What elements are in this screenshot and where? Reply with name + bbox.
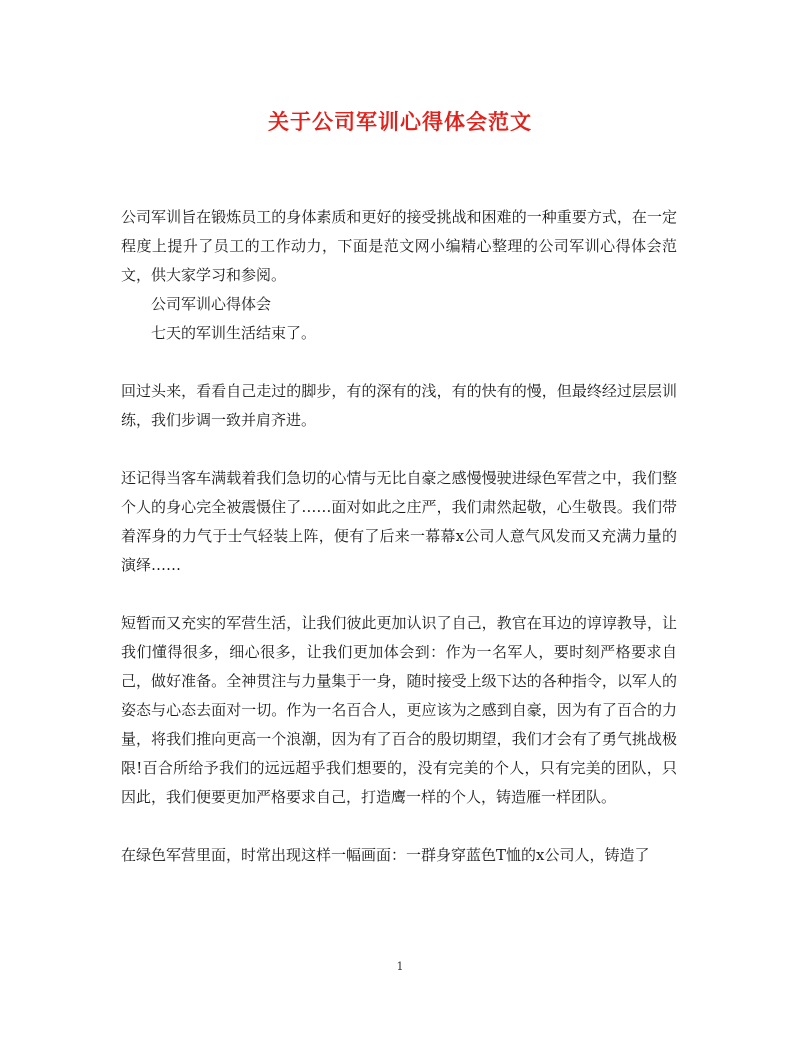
intro-paragraph: 公司军训旨在锻炼员工的身体素质和更好的接受挑战和困难的一种重要方式，在一定程度上提升了员工的工作动力，下面是范文网小编精心整理的公司军训心得体会范文，供大家学习和参阅。 [121,208,677,284]
opening-line: 七天的军训生活结束了。 [151,324,317,342]
paragraph-2: 还记得当客车满载着我们急切的心情与无比自豪之感慢慢驶进绿色军营之中，我们整个人的身心完全被震慑住了……面对如此之庄严，我们肃然起敬，心生敬畏。我们带着浑身的力气于士气轻装上阵，便有了后来一幕幕x公司人意气风发而又充满力量的演绎…… [121,469,677,574]
document-title: 关于公司军训心得体会范文 [268,109,532,134]
page-number: 1 [396,960,404,973]
paragraph-3: 短暂而又充实的军营生活，让我们彼此更加认识了自己，教官在耳边的谆谆教导，让我们懂得很多，细心很多，让我们更加体会到：作为一名军人，要时刻严格要求自己，做好准备。全神贯注与力量集于一身，随时接受上级下达的各种指令，以军人的姿态与心态去面对一切。作为一名百合人，更应该为之感到自豪，因为有了百合的力量，将我们推向更高一个浪潮，因为有了百合的殷切期望，我们才会有了勇气挑战极限!百合所给予我们的远远超乎我们想要的，没有完美的个人，只有完美的团队，只因此，我们便要更加严格要求自己，打造鹰一样的个人，铸造雁一样团队。 [121,614,677,806]
document-body [121,203,677,870]
paragraph-1: 回过头来，看看自己走过的脚步，有的深有的浅，有的快有的慢，但最终经过层层训练，我们步调一致并肩齐进。 [121,382,677,429]
paragraph-4: 在绿色军营里面，时常出现这样一幅画面：一群身穿蓝色T恤的x公司人，铸造了 [121,846,650,864]
subheading: 公司军训心得体会 [151,295,272,313]
